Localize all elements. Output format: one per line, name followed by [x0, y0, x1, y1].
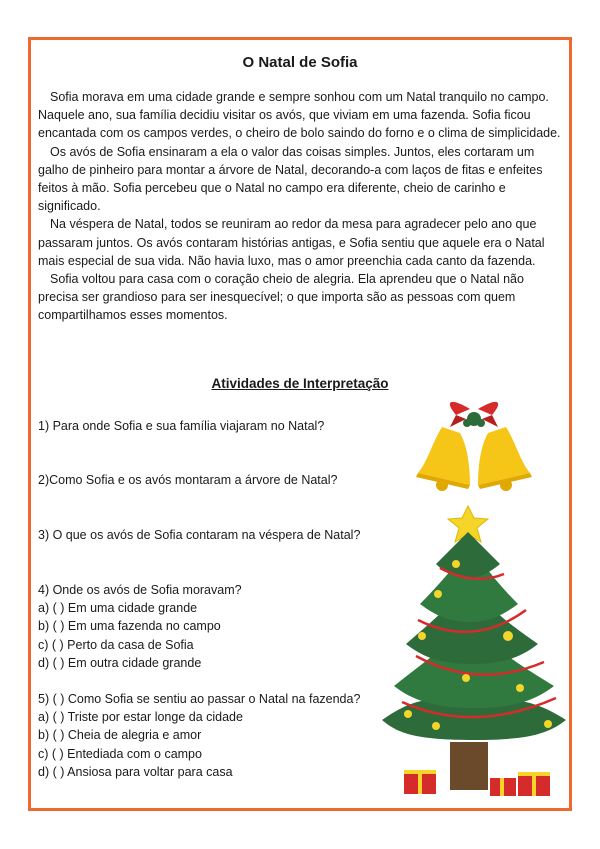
option-a[interactable]: a) ( ) Triste por estar longe da cidade — [38, 710, 243, 725]
question-4 — [38, 581, 242, 672]
option-d[interactable]: d) ( ) Em outra cidade grande — [38, 655, 202, 670]
question-text: 4) Onde os avós de Sofia moravam? — [38, 583, 242, 597]
page-title: O Natal de Sofia — [242, 54, 358, 71]
question-text: 5) ( ) Como Sofia se sentiu ao passar o Natal na fazenda? — [38, 692, 361, 706]
option-b[interactable]: b) ( ) Em uma fazenda no campo — [38, 619, 221, 634]
activities-heading: Atividades de Interpretação — [211, 376, 389, 391]
story-text — [38, 88, 564, 325]
option-c[interactable]: c) ( ) Entediada com o campo — [38, 746, 202, 761]
option-a[interactable]: a) ( ) Em uma cidade grande — [38, 601, 198, 616]
christmas-tree-icon — [378, 502, 570, 800]
story-paragraph: Na véspera de Natal, todos se reuniram ao redor da mesa para agradecer pelo ano que passaram juntos. Os avós contaram histórias antigas, e Sofia sentiu que aquele era o Natal mais especial de sua vida. Não havia luxo, mas o amor preenchia cada canto da fazenda. — [38, 217, 545, 268]
question-1: 1) Para onde Sofia e sua família viajaram no Natal? — [38, 419, 325, 433]
option-d[interactable]: d) ( ) Ansiosa para voltar para casa — [38, 764, 233, 779]
story-paragraph: Sofia voltou para casa com o coração cheio de alegria. Ela aprendeu que o Natal não precisa ser grandioso para ser inesquecível; o que importa são as pessoas com quem compartilhamos esses momentos. — [38, 272, 524, 323]
option-b[interactable]: b) ( ) Cheia de alegria e amor — [38, 728, 202, 743]
story-paragraph: Os avós de Sofia ensinaram a ela o valor das coisas simples. Juntos, eles cortaram um galho de pinheiro para montar a árvore de Natal, decorando-a com laços de fitas e enfeites feitos à mão. Sofia percebeu que o Natal no campo era diferente, cheio de carinho e significado. — [38, 144, 543, 214]
question-2: 2)Como Sofia e os avós montaram a árvore de Natal? — [38, 473, 338, 487]
story-paragraph: Sofia morava em uma cidade grande e sempre sonhou com um Natal tranquilo no campo. Naquele ano, sua família decidiu visitar os avós, que viviam em uma fazenda. Sofia ficou encantada com os campos verdes, o cheiro de bolo saindo do forno e o clima de simplicidade. — [38, 90, 561, 141]
bells-icon — [412, 397, 536, 497]
question-5 — [38, 690, 360, 781]
option-c[interactable]: c) ( ) Perto da casa de Sofia — [38, 637, 194, 652]
question-3: 3) O que os avós de Sofia contaram na véspera de Natal? — [38, 528, 361, 542]
